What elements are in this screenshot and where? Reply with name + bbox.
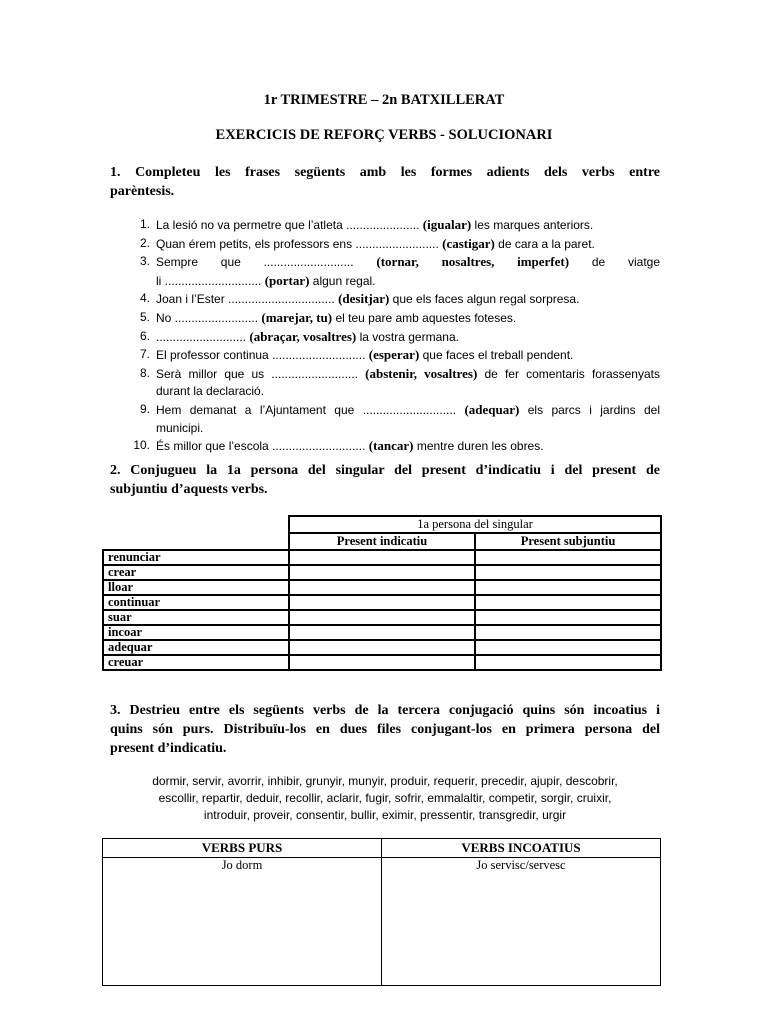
item-number: 5. <box>139 309 150 324</box>
sentence-text: municipi. <box>156 420 204 435</box>
sentence-text: durant la declaració. <box>156 384 265 399</box>
answer-cell[interactable] <box>475 610 661 625</box>
sentence-text: Hem demanat a l’Ajuntament que ............................ <box>156 402 465 417</box>
column-header-subjunctive: Present subjuntiu <box>475 533 661 550</box>
answer-cell[interactable] <box>475 550 661 565</box>
column-header-indicative: Present indicatiu <box>289 533 475 550</box>
sentence-text: La lesió no va permetre que l’atleta ...................... <box>156 218 423 232</box>
table-row <box>103 580 661 595</box>
exercise-2-heading <box>110 461 660 499</box>
verb-list-line: introduir, proveir, consentir, bullir, eximir, pressentir, transgredir, urgir <box>203 808 567 822</box>
verb-cell: lloar <box>103 580 289 595</box>
table-row <box>103 640 661 655</box>
sentence-item <box>128 309 660 328</box>
verb-cell: crear <box>103 565 289 580</box>
sentence-text: mentre duren les obres. <box>413 439 544 454</box>
verb-list-line: dormir, servir, avorrir, inhibir, grunyir, munyir, produir, requerir, precedir, ajupir, descobrir, <box>152 774 618 788</box>
sentence-text: El professor continua ............................ <box>156 348 369 363</box>
answer-cell[interactable] <box>289 550 475 565</box>
sentence-text: li ............................. <box>156 273 265 288</box>
item-number: 7. <box>139 347 150 362</box>
sentence-text: que faces el treball pendent. <box>419 348 574 363</box>
sentence-text: No ......................... <box>156 310 262 325</box>
column-header-pure: VERBS PURS <box>103 839 382 858</box>
sentence-text: la vostra germana. <box>356 329 459 344</box>
verb-hint: (esperar) <box>368 347 420 363</box>
answer-cell[interactable] <box>475 640 661 655</box>
table-row <box>103 625 661 640</box>
sentence-text: les marques anteriors. <box>471 218 594 232</box>
exercise-3-heading-line1: 3. Destrieu entre els següents verbs de la tercera conjugació quins són incoatius i <box>110 703 660 718</box>
answer-cell[interactable] <box>475 565 661 580</box>
exercise-1-heading-line1: 1. Completeu les frases següents amb les formes adients dels verbs entre <box>110 165 660 180</box>
answer-cell[interactable] <box>289 580 475 595</box>
verb-hint: (marejar, tu) <box>261 309 333 325</box>
sentence-text: ........................... <box>156 329 250 344</box>
sentence-text: de viatge <box>569 255 660 270</box>
verb-hint: (abraçar, vosaltres) <box>249 328 357 344</box>
sentence-text: Sempre que ........................... <box>156 255 377 270</box>
pure-example: Jo dorm <box>221 858 263 872</box>
sentence-item-continuation <box>128 420 660 438</box>
sentence-text: algun regal. <box>309 273 376 288</box>
verb-sort-table <box>102 838 661 986</box>
answer-cell[interactable] <box>289 640 475 655</box>
sentence-text: els parcs i jardins del <box>519 402 660 417</box>
item-number: 2. <box>139 235 150 250</box>
sentence-item-continuation <box>128 272 660 291</box>
verb-cell: incoar <box>103 625 289 640</box>
item-number: 8. <box>139 365 150 380</box>
exercise-3-heading <box>110 701 660 758</box>
table-row <box>103 550 661 565</box>
sentence-item <box>128 401 660 420</box>
sentence-text: Quan érem petits, els professors ens ......................... <box>156 236 443 251</box>
sentence-item <box>128 346 660 365</box>
conjugation-table <box>102 515 662 671</box>
verb-hint: (castigar) <box>442 235 495 251</box>
sentence-item <box>128 253 660 272</box>
sentence-text: És millor que l’escola ............................ <box>156 439 369 454</box>
verb-list-line: escollir, repartir, deduir, recollir, aclarir, fugir, sofrir, emmalaltir, competir, sorgir, cruixir, <box>158 791 612 805</box>
verb-hint: (tornar, nosaltres, imperfet) <box>376 254 570 270</box>
answer-cell[interactable] <box>475 625 661 640</box>
exercise-2-heading-line2: subjuntiu d’aquests verbs. <box>110 482 268 497</box>
answer-cell[interactable] <box>289 565 475 580</box>
item-number: 10. <box>133 438 150 453</box>
verb-cell: renunciar <box>103 550 289 565</box>
verb-hint: (portar) <box>264 272 310 288</box>
answer-cell[interactable] <box>289 595 475 610</box>
document-title: 1r TRIMESTRE – 2n BATXILLERAT <box>263 92 505 108</box>
exercise-1-heading <box>110 163 660 201</box>
sentence-item-continuation <box>128 383 660 401</box>
item-number: 6. <box>139 328 150 343</box>
verb-hint: (abstenir, vosaltres) <box>365 365 478 381</box>
answer-cell[interactable] <box>289 625 475 640</box>
sentence-text: el teu pare amb aquestes foteses. <box>332 310 517 325</box>
verb-cell: adequar <box>103 640 289 655</box>
answer-cell[interactable] <box>475 595 661 610</box>
verb-cell: continuar <box>103 595 289 610</box>
sentence-item <box>128 328 660 347</box>
verb-hint: (adequar) <box>464 401 520 417</box>
pure-verbs-cell[interactable] <box>103 858 382 986</box>
item-number: 3. <box>139 254 150 269</box>
verb-hint: (tancar) <box>368 438 414 454</box>
table-row <box>103 610 661 625</box>
exercise-3-heading-line2: quins són purs. Distribuïu-los en dues files conjugant-los en primera persona del <box>110 722 660 737</box>
answer-cell[interactable] <box>475 655 661 670</box>
table-row <box>103 565 661 580</box>
table-row <box>103 595 661 610</box>
sentence-text: que els faces algun regal sorpresa. <box>389 292 580 307</box>
incoative-example: Jo servisc/servesc <box>476 858 566 872</box>
verb-cell: creuar <box>103 655 289 670</box>
exercise-3-heading-line3: present d’indicatiu. <box>110 741 227 756</box>
exercise-2-heading-line1: 2. Conjugueu la 1a persona del singular del present d’indicatiu i del present de <box>110 463 660 478</box>
sentence-item <box>128 216 660 235</box>
table-group-header: 1a persona del singular <box>289 516 661 533</box>
table-corner <box>103 516 289 533</box>
sentence-item <box>128 365 660 384</box>
sentence-item <box>128 437 660 456</box>
answer-cell[interactable] <box>289 610 475 625</box>
verb-hint: (igualar) <box>422 217 472 232</box>
sentence-item <box>128 235 660 254</box>
item-number: 1. <box>139 217 150 231</box>
verb-hint: (desitjar) <box>338 291 390 307</box>
sentence-text: de fer comentaris forassenyats <box>477 366 660 381</box>
table-row <box>103 655 661 670</box>
sentence-item <box>128 290 660 309</box>
item-number: 4. <box>139 291 150 306</box>
verb-list <box>110 773 660 824</box>
incoative-verbs-cell[interactable] <box>382 858 661 986</box>
exercise-1-sentence-list <box>128 216 660 456</box>
table-corner <box>103 533 289 550</box>
item-number: 9. <box>139 401 150 416</box>
document-subtitle: EXERCICIS DE REFORÇ VERBS - SOLUCIONARI <box>215 127 553 143</box>
answer-cell[interactable] <box>289 655 475 670</box>
sentence-text: Serà millor que us .......................... <box>156 366 366 381</box>
sentence-text: Joan i l’Ester ................................ <box>156 292 339 307</box>
sentence-text: de cara a la paret. <box>494 236 595 251</box>
exercise-1-heading-line2: parèntesis. <box>110 184 175 199</box>
answer-cell[interactable] <box>475 580 661 595</box>
verb-cell: suar <box>103 610 289 625</box>
column-header-incoative: VERBS INCOATIUS <box>382 839 661 858</box>
